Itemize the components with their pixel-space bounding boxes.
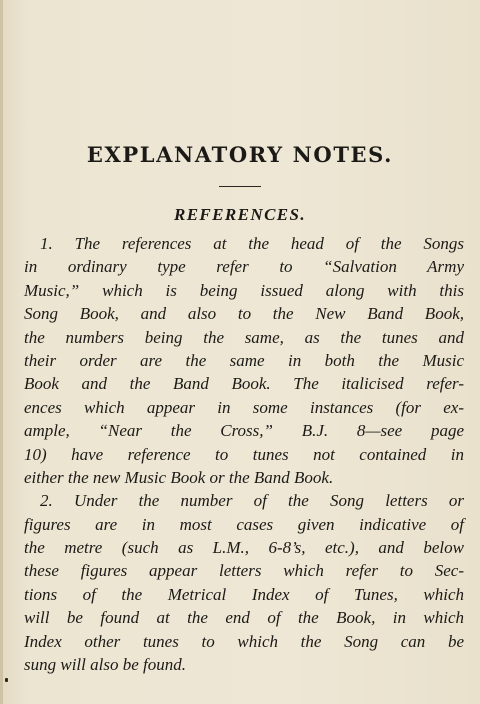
note-2-line: figures are in most cases given indicative of [24, 514, 464, 534]
page-gutter-edge [0, 0, 3, 704]
note-2-line: these figures appear letters which refer to Sec- [24, 561, 464, 581]
note-1-line: Song Book, and also to the New Band Book, [24, 304, 464, 324]
note-1-line: their order are the same in both the Music [24, 350, 464, 370]
note-1-line: 1. The references at the head of the Songs [40, 234, 464, 253]
note-2-line: Index other tunes to which the Song can be [24, 631, 464, 651]
note-1-line: Book and the Band Book. The italicised refer- [24, 374, 464, 394]
note-2-line: the metre (such as L.M., 6-8’s, etc.), and below [24, 538, 464, 558]
note-1-line: in ordinary type refer to “Salvation Army [24, 257, 464, 277]
note-1-line: either the new Music Book or the Band Book. [24, 467, 334, 487]
note-1-line: ences which appear in some instances (for ex- [24, 397, 464, 417]
notes-body [24, 232, 464, 676]
note-1-line: 10) have reference to tunes not contained in [24, 444, 464, 464]
note-1-line: Music,” which is being issued along with this [24, 280, 464, 300]
note-1-line: the numbers being the same, as the tunes and [24, 327, 464, 347]
note-2-line: sung will also be found. [24, 655, 186, 675]
ink-speck [5, 678, 8, 682]
title-divider [219, 186, 261, 187]
note-2-line: 2. Under the number of the Song letters or [40, 491, 464, 511]
note-2-line: tions of the Metrical Index of Tunes, which [24, 584, 464, 604]
note-1-line: ample, “Near the Cross,” B.J. 8—see page [24, 421, 464, 441]
note-2-line: will be found at the end of the Book, in which [24, 608, 464, 628]
page-title: EXPLANATORY NOTES. [86, 142, 394, 167]
section-heading: REFERENCES. [173, 205, 307, 224]
